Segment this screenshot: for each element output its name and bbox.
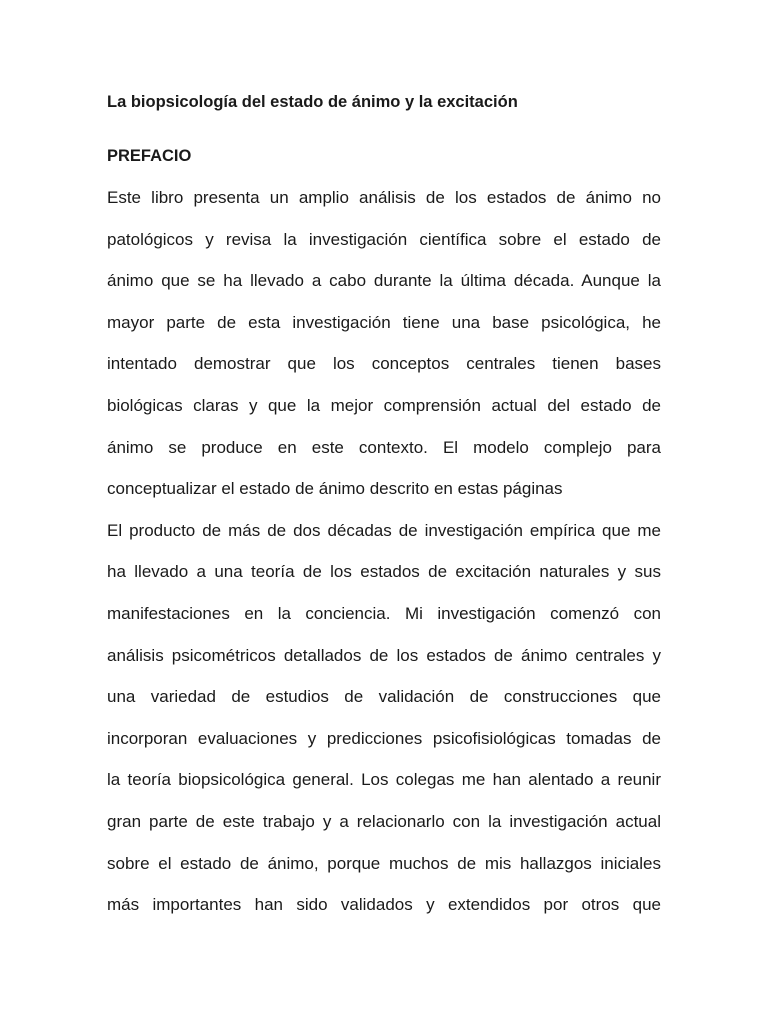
paragraph-1 xyxy=(107,185,661,518)
text-line: la teoría biopsicológica general. Los colegas me han alentado a reunir xyxy=(107,770,661,790)
text-line: ha llevado a una teoría de los estados de excitación naturales y sus xyxy=(107,562,661,582)
text-line: biológicas claras y que la mejor comprensión actual del estado de xyxy=(107,395,661,415)
text-line: análisis psicométricos detallados de los estados de ánimo centrales y xyxy=(107,645,661,665)
text-line: una variedad de estudios de validación de construcciones que xyxy=(107,687,661,707)
text-line: gran parte de este trabajo y a relacionarlo con la investigación actual xyxy=(107,811,661,831)
text-line: ánimo que se ha llevado a cabo durante la última década. Aunque la xyxy=(107,271,661,291)
text-line: ánimo se produce en este contexto. El modelo complejo para xyxy=(107,437,661,457)
text-line: El producto de más de dos décadas de investigación empírica que me xyxy=(107,520,661,540)
text-line: Este libro presenta un amplio análisis de los estados de ánimo no xyxy=(107,188,661,207)
text-line: mayor parte de esta investigación tiene una base psicológica, he xyxy=(107,312,661,332)
body-text xyxy=(107,185,661,934)
text-line: manifestaciones en la conciencia. Mi investigación comenzó con xyxy=(107,603,661,623)
text-line: sobre el estado de ánimo, porque muchos de mis hallazgos iniciales xyxy=(107,853,661,873)
text-line: patológicos y revisa la investigación científica sobre el estado de xyxy=(107,229,661,249)
text-line: incorporan evaluaciones y predicciones psicofisiológicas tomadas de xyxy=(107,728,661,748)
text-line: más importantes han sido validados y extendidos por otros que xyxy=(107,895,661,915)
text-line: intentado demostrar que los conceptos centrales tienen bases xyxy=(107,354,661,374)
paragraph-2 xyxy=(107,518,661,934)
document-title: La biopsicología del estado de ánimo y la excitación xyxy=(107,93,518,111)
text-line: conceptualizar el estado de ánimo descrito en estas páginas xyxy=(107,479,563,499)
section-heading: PREFACIO xyxy=(107,147,192,165)
